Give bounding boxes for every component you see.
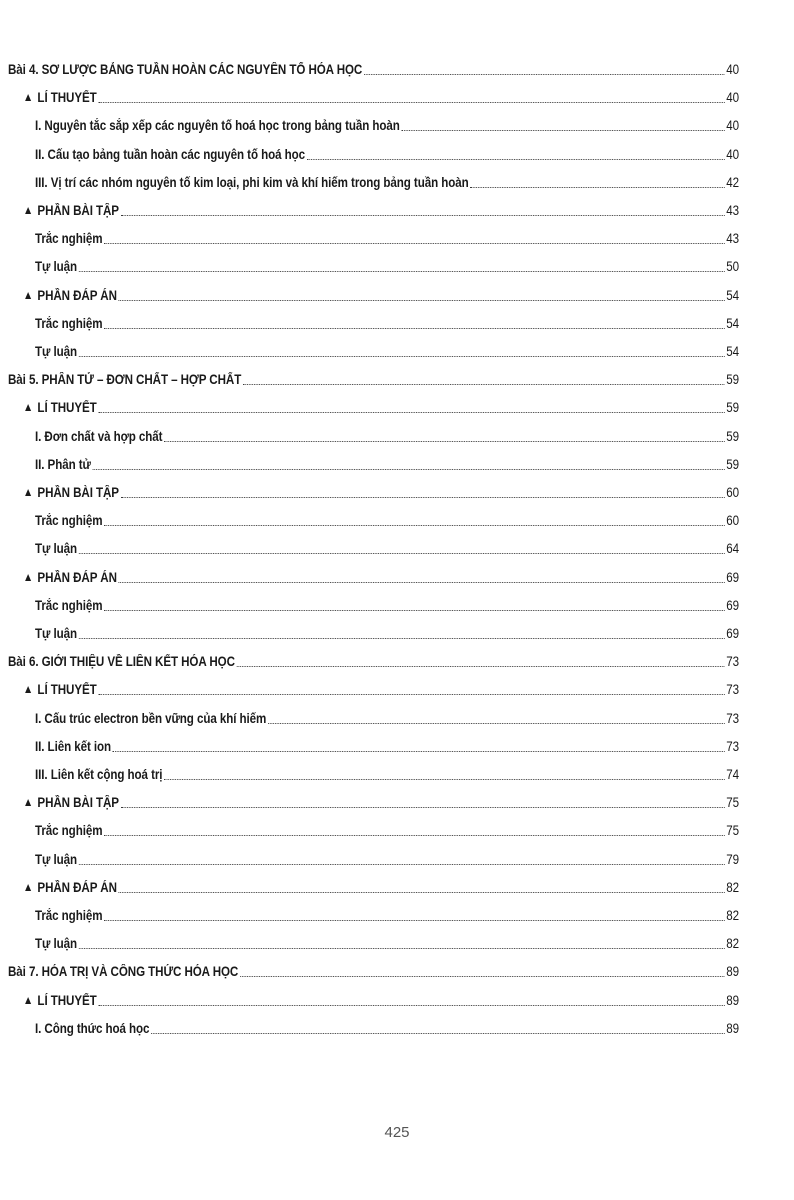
toc-entry-page: 59 <box>726 428 739 444</box>
toc-entry[interactable] <box>8 62 739 78</box>
toc-entry-page: 54 <box>726 315 739 331</box>
toc-entry-page: 60 <box>726 485 739 500</box>
toc-entry[interactable] <box>35 231 739 247</box>
toc-entry[interactable] <box>35 626 739 642</box>
toc-entry-page: 75 <box>726 795 739 811</box>
dot-leader <box>79 271 725 272</box>
toc-entry-page: 89 <box>726 992 739 1008</box>
toc-entry-label <box>23 795 119 811</box>
toc-entry[interactable] <box>23 485 739 501</box>
toc-entry-label <box>35 739 111 755</box>
toc-entry-label <box>35 1021 149 1037</box>
dot-leader <box>79 553 725 554</box>
toc-entry[interactable] <box>35 739 739 755</box>
toc-entry-page: 43 <box>726 231 739 247</box>
triangle-bullet-icon: ▲ <box>23 485 34 499</box>
toc-entry-text: Trắc nghiệm <box>35 513 103 529</box>
toc-entry-label <box>35 936 77 952</box>
toc-entry-label <box>23 570 117 586</box>
toc-entry[interactable] <box>35 344 739 360</box>
toc-entry-page: 40 <box>726 146 739 162</box>
toc-entry-label <box>23 993 97 1009</box>
toc-entry-label <box>23 90 97 106</box>
dot-leader <box>98 694 724 695</box>
toc-entry-text: PHẦN ĐÁP ÁN <box>37 569 117 585</box>
toc-entry-label <box>35 259 77 275</box>
toc-entry-label <box>23 288 117 304</box>
dot-leader <box>364 74 725 75</box>
dot-leader <box>79 948 725 949</box>
toc-entry[interactable] <box>35 259 739 275</box>
dot-leader <box>98 412 724 413</box>
toc-entry[interactable] <box>23 288 739 304</box>
toc-entry-page: 59 <box>726 372 739 388</box>
toc-entry-text: LÍ THUYẾT <box>37 90 97 106</box>
dot-leader <box>119 892 725 893</box>
toc-entry[interactable] <box>35 118 739 134</box>
dot-leader <box>470 187 724 188</box>
toc-entry[interactable] <box>23 880 739 896</box>
toc-entry-label <box>8 62 362 78</box>
toc-entry-text: I. Đơn chất và hợp chất <box>35 428 163 444</box>
toc-entry-label <box>23 400 97 416</box>
toc-entry-text: PHẦN BÀI TẬP <box>37 203 119 218</box>
dot-leader <box>119 582 725 583</box>
triangle-bullet-icon: ▲ <box>23 992 34 1007</box>
toc-entry-label <box>35 344 77 360</box>
toc-entry-page: 59 <box>726 400 739 416</box>
triangle-bullet-icon: ▲ <box>23 879 34 894</box>
toc-entry-page: 73 <box>726 710 739 726</box>
toc-entry[interactable] <box>23 90 739 106</box>
toc-entry[interactable] <box>35 823 739 839</box>
dot-leader <box>307 159 725 160</box>
toc-entry-label <box>35 231 102 247</box>
toc-entry-label <box>35 852 77 868</box>
toc-entry[interactable] <box>35 147 739 163</box>
toc-entry-page: 89 <box>726 964 739 980</box>
toc-entry[interactable] <box>35 429 739 445</box>
dot-leader <box>104 328 724 329</box>
toc-entry-text: Bài 4. SƠ LƯỢC BẢNG TUẦN HOÀN CÁC NGUYÊN TỐ HÓA HỌC <box>8 62 363 77</box>
toc-entry-text: II. Phân tử <box>35 456 91 472</box>
toc-entry[interactable] <box>35 936 739 952</box>
toc-entry[interactable] <box>35 1021 739 1037</box>
toc-entry[interactable] <box>35 908 739 924</box>
toc-entry-page: 82 <box>726 879 739 895</box>
toc-entry-text: LÍ THUYẾT <box>37 682 97 698</box>
toc-entry[interactable] <box>35 175 739 191</box>
toc-entry-page: 54 <box>726 287 739 303</box>
toc-entry-text: Bài 5. PHÂN TỬ – ĐƠN CHẤT – HỢP CHẤT <box>8 372 242 388</box>
dot-leader <box>104 610 724 611</box>
toc-entry-text: I. Cấu trúc electron bền vững của khí hiếm <box>35 710 267 726</box>
dot-leader <box>79 638 725 639</box>
dot-leader <box>113 751 725 752</box>
toc-entry-text: I. Nguyên tắc sắp xếp các nguyên tố hoá học trong bảng tuần hoàn <box>35 118 400 134</box>
toc-entry-label <box>35 118 400 134</box>
toc-entry-page: 40 <box>726 118 739 134</box>
toc-entry-label <box>35 513 102 529</box>
toc-entry-label <box>35 823 102 839</box>
dot-leader <box>121 215 725 216</box>
toc-entry[interactable] <box>35 767 739 783</box>
toc-entry-text: Trắc nghiệm <box>35 908 103 923</box>
toc-entry-label <box>8 654 235 670</box>
dot-leader <box>104 835 724 836</box>
toc-entry[interactable] <box>35 852 739 868</box>
toc-entry-page: 64 <box>726 541 739 557</box>
toc-entry-page: 40 <box>726 62 739 77</box>
toc-entry-text: Tự luận <box>35 541 77 557</box>
toc-entry-page: 42 <box>726 174 739 190</box>
dot-leader <box>104 243 724 244</box>
toc-entry-text: Tự luận <box>35 851 77 867</box>
toc-entry-label <box>35 598 102 614</box>
toc-entry-page: 75 <box>726 823 739 839</box>
toc-entry-text: Trắc nghiệm <box>35 315 103 331</box>
toc-entry-text: III. Vị trí các nhóm nguyên tố kim loại, phi kim và khí hiếm trong bảng tuần hoàn <box>35 174 469 190</box>
toc-entry-page: 73 <box>726 738 739 754</box>
toc-entry-text: PHẦN BÀI TẬP <box>37 795 119 811</box>
toc-entry-page: 60 <box>726 513 739 529</box>
page-number: 425 <box>384 1124 410 1141</box>
toc-entry-text: Tự luận <box>35 344 77 359</box>
dot-leader <box>401 130 724 131</box>
toc-entry[interactable] <box>23 203 739 219</box>
dot-leader <box>93 469 725 470</box>
toc-entry-page: 59 <box>726 456 739 472</box>
toc-entry-page: 69 <box>726 597 739 613</box>
toc-entry-label <box>23 880 117 896</box>
toc-entry[interactable] <box>8 654 739 670</box>
triangle-bullet-icon: ▲ <box>23 400 34 415</box>
toc-entry-text: Bài 6. GIỚI THIỆU VỀ LIÊN KẾT HÓA HỌC <box>8 654 235 670</box>
triangle-bullet-icon: ▲ <box>23 682 34 697</box>
toc-entry-page: 89 <box>726 1020 739 1036</box>
toc-entry[interactable] <box>35 457 739 473</box>
toc-entry-label <box>8 964 238 980</box>
dot-leader <box>104 920 724 921</box>
toc-entry[interactable] <box>23 795 739 811</box>
toc-entry[interactable] <box>35 541 739 557</box>
toc-entry-label <box>23 485 119 501</box>
dot-leader <box>240 976 725 977</box>
toc-entry-label <box>35 316 102 332</box>
toc-entry[interactable] <box>8 372 739 388</box>
toc-entry-text: PHẦN BÀI TẬP <box>37 485 119 500</box>
triangle-bullet-icon: ▲ <box>23 287 34 302</box>
toc-entry-label <box>35 147 305 163</box>
toc-entry-label <box>35 457 91 473</box>
toc-entry-page: 82 <box>726 936 739 952</box>
toc-entry-text: I. Công thức hoá học <box>35 1020 150 1036</box>
toc-entry[interactable] <box>23 993 739 1009</box>
toc-entry-text: LÍ THUYẾT <box>37 400 97 416</box>
triangle-bullet-icon: ▲ <box>23 569 34 584</box>
toc-entry-text: II. Cấu tạo bảng tuần hoàn các nguyên tố hoá học <box>35 146 306 162</box>
toc-entry-text: Trắc nghiệm <box>35 823 103 839</box>
toc-entry-text: PHẦN ĐÁP ÁN <box>37 287 117 303</box>
toc-entry[interactable] <box>23 682 739 698</box>
toc-entry[interactable] <box>23 570 739 586</box>
dot-leader <box>98 102 724 103</box>
dot-leader <box>164 441 724 442</box>
toc-entry-page: 40 <box>726 90 739 106</box>
toc-entry-text: Tự luận <box>35 626 77 641</box>
toc-entry[interactable] <box>35 711 739 727</box>
dot-leader <box>98 1005 724 1006</box>
toc-entry[interactable] <box>23 400 739 416</box>
dot-leader <box>243 384 725 385</box>
toc-entry-page: 69 <box>726 569 739 585</box>
toc-entry-page: 79 <box>726 851 739 867</box>
dot-leader <box>237 666 725 667</box>
toc-entry-label <box>35 767 162 783</box>
toc-entry-text: Tự luận <box>35 259 77 275</box>
toc-entry-page: 50 <box>726 259 739 275</box>
toc-entry-text: II. Liên kết ion <box>35 738 112 754</box>
triangle-bullet-icon: ▲ <box>23 203 34 217</box>
toc-entry-text: Trắc nghiệm <box>35 231 103 247</box>
dot-leader <box>79 864 725 865</box>
toc-entry-page: 73 <box>726 654 739 670</box>
toc-entry[interactable] <box>35 316 739 332</box>
toc-entry-label <box>35 541 77 557</box>
toc-entry-label <box>23 203 119 219</box>
toc-entry-page: 43 <box>726 203 739 218</box>
toc-entry-label <box>23 682 97 698</box>
toc-entry[interactable] <box>35 513 739 529</box>
toc-entry-label <box>35 175 469 191</box>
toc-entry-text: PHẦN ĐÁP ÁN <box>37 879 117 895</box>
toc-entry-text: LÍ THUYẾT <box>37 992 97 1008</box>
triangle-bullet-icon: ▲ <box>23 90 34 105</box>
toc-entry-page: 69 <box>726 626 739 641</box>
dot-leader <box>119 300 725 301</box>
toc-entry[interactable] <box>35 598 739 614</box>
toc-entry-text: Trắc nghiệm <box>35 597 103 613</box>
dot-leader <box>121 497 725 498</box>
toc-entry-page: 82 <box>726 908 739 923</box>
toc-entry-page: 74 <box>726 767 739 782</box>
toc-entry-label <box>35 908 102 924</box>
dot-leader <box>104 525 724 526</box>
toc-entry-text: III. Liên kết cộng hoá trị <box>35 767 163 782</box>
toc-entry-label <box>35 711 266 727</box>
dot-leader <box>164 779 724 780</box>
toc-entry-text: Tự luận <box>35 936 77 952</box>
dot-leader <box>151 1033 724 1034</box>
toc-entry-page: 54 <box>726 344 739 359</box>
toc-entry-label <box>35 429 162 445</box>
toc-entry-label <box>35 626 77 642</box>
toc-entry[interactable] <box>8 964 739 980</box>
triangle-bullet-icon: ▲ <box>23 795 34 810</box>
toc-entry-text: Bài 7. HÓA TRỊ VÀ CÔNG THỨC HÓA HỌC <box>8 964 239 980</box>
toc-entry-label <box>8 372 241 388</box>
toc-entry-page: 73 <box>726 682 739 698</box>
dot-leader <box>79 356 725 357</box>
dot-leader <box>121 807 725 808</box>
dot-leader <box>268 723 725 724</box>
